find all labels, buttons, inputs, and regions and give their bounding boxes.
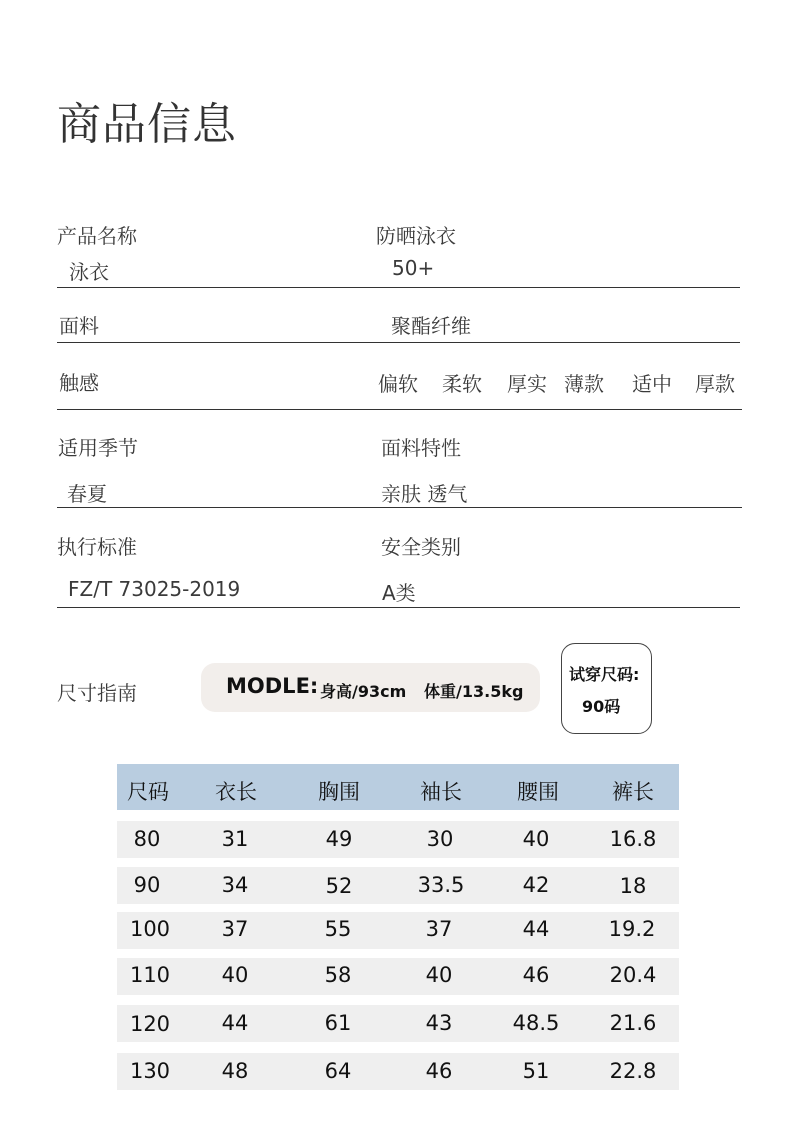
table-cell: 42 — [522, 873, 550, 897]
table-row — [117, 912, 679, 949]
divider — [57, 409, 742, 410]
table-cell: 30 — [426, 827, 454, 851]
table-cell: 40 — [522, 827, 550, 851]
model-title: MODLE: — [226, 674, 319, 698]
table-cell: 46 — [425, 1059, 453, 1083]
table-cell: 43 — [425, 1011, 453, 1035]
table-cell: 34 — [221, 873, 249, 897]
table-row — [117, 867, 679, 904]
table-cell: 52 — [325, 874, 353, 898]
fabric-feature-value: 亲肤 透气 — [381, 482, 468, 506]
try-size-title: 试穿尺码: — [569, 665, 640, 684]
divider — [57, 287, 740, 288]
table-cell: 51 — [522, 1059, 550, 1083]
divider — [57, 342, 740, 343]
feel-option: 厚款 — [695, 372, 735, 396]
size-table-header — [117, 764, 679, 810]
table-row — [117, 1053, 679, 1090]
table-cell: 48.5 — [512, 1011, 560, 1035]
table-cell: 61 — [324, 1011, 352, 1035]
model-height: 身高/93cm — [320, 682, 407, 701]
table-cell: 37 — [425, 917, 453, 941]
table-cell: 49 — [325, 827, 353, 851]
page-title: 商品信息 — [57, 99, 237, 150]
table-cell: 18 — [619, 874, 647, 898]
season-label: 适用季节 — [58, 436, 138, 460]
table-cell: 46 — [522, 963, 550, 987]
fabric-value: 聚酯纤维 — [391, 314, 471, 338]
standard-label: 执行标准 — [57, 535, 137, 559]
feel-option: 薄款 — [564, 372, 604, 396]
table-cell: 40 — [221, 963, 249, 987]
header-cell: 腰围 — [517, 780, 559, 804]
table-cell: 55 — [324, 917, 352, 941]
table-cell: 44 — [522, 917, 550, 941]
table-cell: 31 — [221, 827, 249, 851]
standard-value: FZ/T 73025-2019 — [68, 577, 241, 601]
header-cell: 袖长 — [420, 780, 462, 804]
feel-option: 偏软 — [378, 372, 418, 396]
divider — [57, 507, 742, 508]
product-name-value: 泳衣 — [69, 260, 109, 284]
season-value: 春夏 — [67, 482, 107, 506]
fabric-feature-label: 面料特性 — [381, 436, 461, 460]
table-cell: 20.4 — [609, 963, 657, 987]
table-cell: 19.2 — [608, 917, 656, 941]
table-cell: 21.6 — [609, 1011, 657, 1035]
try-size-box — [561, 643, 652, 734]
product-type-value: 50+ — [392, 256, 435, 280]
table-cell: 90 — [133, 873, 161, 897]
product-name-label: 产品名称 — [57, 224, 137, 248]
feel-option: 厚实 — [507, 372, 547, 396]
table-row — [117, 958, 679, 995]
table-cell: 33.5 — [417, 873, 465, 897]
feel-option: 适中 — [632, 372, 672, 396]
table-cell: 58 — [324, 963, 352, 987]
header-cell: 衣长 — [215, 780, 257, 804]
fabric-label: 面料 — [59, 314, 99, 338]
table-cell: 100 — [129, 917, 171, 941]
feel-label: 触感 — [59, 371, 99, 395]
divider — [57, 607, 740, 608]
table-cell: 37 — [221, 917, 249, 941]
safety-label: 安全类别 — [381, 535, 461, 559]
table-cell: 120 — [129, 1012, 171, 1036]
table-cell: 22.8 — [609, 1059, 657, 1083]
table-cell: 130 — [129, 1059, 171, 1083]
try-size-value: 90码 — [582, 697, 621, 716]
table-row — [117, 821, 679, 858]
table-cell: 80 — [133, 827, 161, 851]
header-cell: 胸围 — [318, 780, 360, 804]
table-cell: 40 — [425, 963, 453, 987]
feel-option: 柔软 — [442, 372, 482, 396]
header-cell: 尺码 — [127, 780, 169, 804]
table-cell: 44 — [221, 1011, 249, 1035]
table-cell: 48 — [221, 1059, 249, 1083]
product-type-label: 防晒泳衣 — [376, 224, 456, 248]
table-row — [117, 1005, 679, 1042]
safety-value: A类 — [382, 581, 416, 605]
header-cell: 裤长 — [612, 780, 654, 804]
table-cell: 16.8 — [609, 827, 657, 851]
size-guide-label: 尺寸指南 — [57, 681, 137, 705]
table-cell: 64 — [324, 1059, 352, 1083]
model-weight: 体重/13.5kg — [424, 682, 524, 701]
table-cell: 110 — [129, 963, 171, 987]
